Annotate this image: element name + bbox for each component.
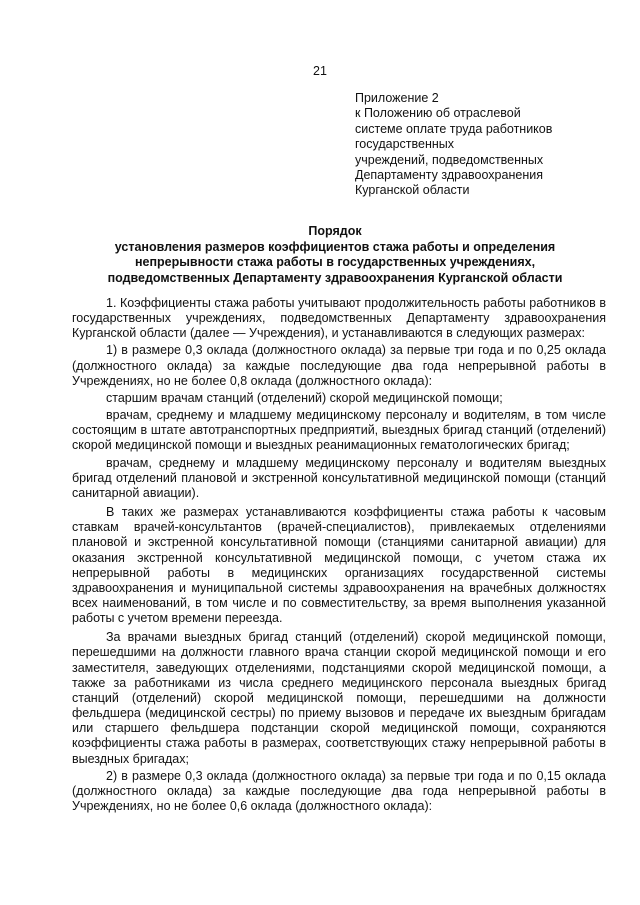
appendix-line: государственных [355, 137, 454, 152]
paragraph-senior-doctors: старшим врачам станций (отделений) скорой медицинской помощи; [106, 390, 503, 405]
paragraph-doctors-staff: врачам, среднему и младшему медицинскому персоналу и водителям, в том числе состоящим в штате автотранспортных предприятий, выездных бригад станций (отделений) скорой медицинской помощи и выездных реанимационных гематологических бригад; [72, 408, 606, 453]
paragraph-1: 1. Коэффициенты стажа работы учитывают продолжительность работы работников в государственных учреждениях, подведомственных Департаменту здравоохранения Курганской области (далее — Учреждения), и устанавливаются в следующих размерах: [72, 296, 606, 341]
appendix-block [355, 91, 590, 199]
document-title [70, 224, 600, 286]
title-line: установления размеров коэффициентов стажа работы и определения [114, 239, 556, 254]
page-number: 21 [313, 64, 327, 78]
appendix-line: к Положению об отраслевой [355, 106, 521, 121]
paragraph-item-2: 2) в размере 0,3 оклада (должностного оклада) за первые три года и по 0,15 оклада (должностного оклада) за каждые последующие два года непрерывной работы в Учреждениях, но не более 0,6 оклада (должностного оклада): [72, 768, 606, 813]
appendix-line: Приложение 2 [355, 91, 439, 105]
paragraph-transfer: За врачами выездных бригад станций (отделений) скорой медицинской помощи, перешедшими на должности главного врача станции скорой медицинской помощи и его заместителя, заведующих отделениями, подстанциями скорой медицинской помощи, а также за работниками из числа среднего медицинского персонала выездных бригад станций (отделений) скорой медицинской помощи, перешедшими на должности фельдшера (медицинской сестры) по приему вызовов и передаче их выездным бригадам или старшего фельдшера подстанции скорой медицинской помощи, сохраняются коэффициенты стажа работы в размерах, соответствующих стажу непрерывной работы в выездных бригадах; [72, 630, 606, 766]
paragraph-air-ambulance: врачам, среднему и младшему медицинскому персоналу и водителям выездных бригад отделений плановой и экстренной консультативной медицинской помощи (станций санитарной авиации). [72, 455, 606, 500]
title-line: подведомственных Департаменту здравоохранения Курганской области [107, 270, 563, 285]
title-main: Порядок [308, 224, 362, 238]
paragraph-item-1: 1) в размере 0,3 оклада (должностного оклада) за первые три года и по 0,25 оклада (должностного оклада) за каждые последующие два года непрерывной работы в Учреждениях, но не более 0,8 оклада (должностного оклада): [72, 343, 606, 388]
appendix-line: системе оплате труда работников [355, 121, 553, 136]
document-body [72, 296, 606, 816]
appendix-line: Департаменту здравоохранения [355, 168, 543, 183]
appendix-line: учреждений, подведомственных [355, 152, 544, 167]
paragraph-consultants: В таких же размерах устанавливаются коэффициенты стажа работы к часовым ставкам врачей-консультантов (врачей-специалистов), привлекаемых отделениями плановой и экстренной консультативной помощи (станциями санитарной авиации) для оказания экстренной консультативной медицинской помощи, с учетом стажа их непрерывной работы в медицинских организациях государственной системы здравоохранения и муниципальной системы здравоохранения на врачебных должностях всех наименований, в том числе и по совместительству, за время выполнения указанной работы с учетом времени переезда. [72, 505, 606, 626]
title-line: непрерывности стажа работы в государственных учреждениях, [134, 255, 536, 270]
appendix-line: Курганской области [355, 183, 470, 198]
